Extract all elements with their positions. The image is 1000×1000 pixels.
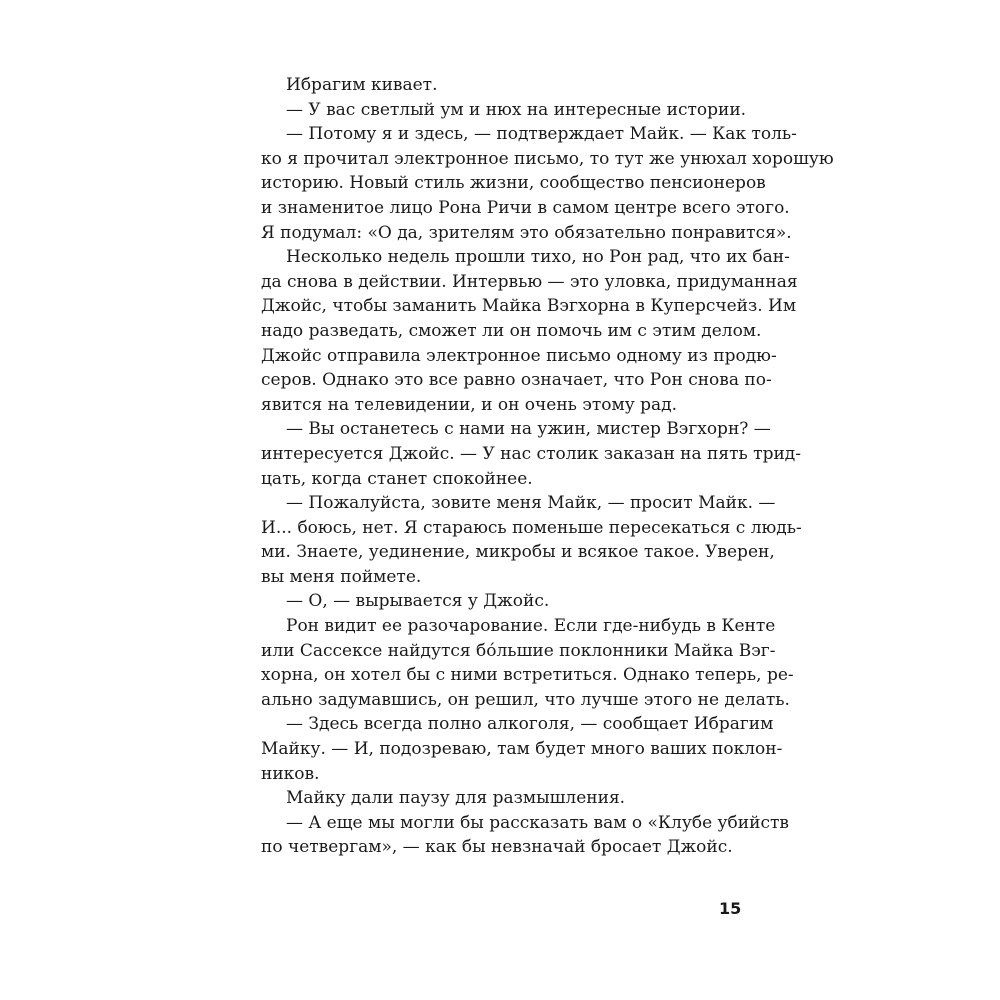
text-line: или Сассексе найдутся бо́льшие поклонники Майка Вэг- bbox=[261, 640, 776, 661]
text-line: Я подумал: «О да, зрителям это обязательно понравится». bbox=[261, 222, 792, 243]
text-line: — Пожалуйста, зовите меня Майк, — просит Майк. — bbox=[286, 493, 776, 514]
text-line: хорна, он хотел бы с ними встретиться. Однако теперь, ре- bbox=[261, 665, 794, 686]
text-line: надо разведать, сможет ли он помочь им с этим делом. bbox=[261, 320, 762, 341]
text-line: — О, — вырывается у Джойс. bbox=[286, 591, 550, 612]
text-line: явится на телевидении, и он очень этому рад. bbox=[261, 394, 678, 415]
text-line: историю. Новый стиль жизни, сообщество пенсионеров bbox=[261, 173, 766, 194]
text-line: — Потому я и здесь, — подтверждает Майк. — Как толь- bbox=[286, 124, 797, 145]
text-line: интересуется Джойс. — У нас столик заказан на пять трид- bbox=[261, 443, 801, 464]
text-line: Ибрагим кивает. bbox=[286, 75, 438, 95]
text-line: Майку дали паузу для размышления. bbox=[286, 788, 626, 809]
text-line: Несколько недель прошли тихо, но Рон рад, что их бан- bbox=[286, 247, 790, 268]
text-line: да снова в действии. Интервью — это уловка, придуманная bbox=[261, 271, 798, 292]
text-line: и знаменитое лицо Рона Ричи в самом центре всего этого. bbox=[261, 197, 790, 218]
text-line: — Вы останетесь с нами на ужин, мистер Вэгхорн? — bbox=[286, 419, 771, 440]
text-line: Джойс, чтобы заманить Майка Вэгхорна в Куперсчейз. Им bbox=[261, 296, 797, 317]
text-line: Джойс отправила электронное письмо одному из продю- bbox=[261, 345, 777, 366]
text-line: — А еще мы могли бы рассказать вам о «Клубе убийств bbox=[286, 812, 789, 833]
text-line: — У вас светлый ум и нюх на интересные истории. bbox=[286, 99, 747, 120]
text-line: серов. Однако это все равно означает, что Рон снова по- bbox=[261, 370, 772, 391]
text-line: Майку. — И, подозреваю, там будет много ваших поклон- bbox=[261, 739, 783, 760]
text-line: — Здесь всегда полно алкоголя, — сообщает Ибрагим bbox=[286, 714, 774, 735]
text-line: ников. bbox=[261, 763, 320, 784]
page-number: 15 bbox=[719, 899, 742, 918]
text-line: И... боюсь, нет. Я стараюсь поменьше пересекаться с людь- bbox=[261, 517, 802, 538]
text-line: по четвергам», — как бы невзначай бросает Джойс. bbox=[261, 837, 733, 858]
text-line: ми. Знаете, уединение, микробы и всякое такое. Уверен, bbox=[261, 542, 775, 563]
text-line: ально задумавшись, он решил, что лучше этого не делать. bbox=[261, 689, 790, 710]
body-text bbox=[261, 73, 834, 860]
text-line: Рон видит ее разочарование. Если где-нибудь в Кенте bbox=[286, 616, 776, 637]
text-line: цать, когда станет спокойнее. bbox=[261, 468, 533, 489]
text-line: ко я прочитал электронное письмо, то тут же унюхал хорошую bbox=[261, 148, 834, 169]
text-line: вы меня поймете. bbox=[261, 566, 422, 587]
